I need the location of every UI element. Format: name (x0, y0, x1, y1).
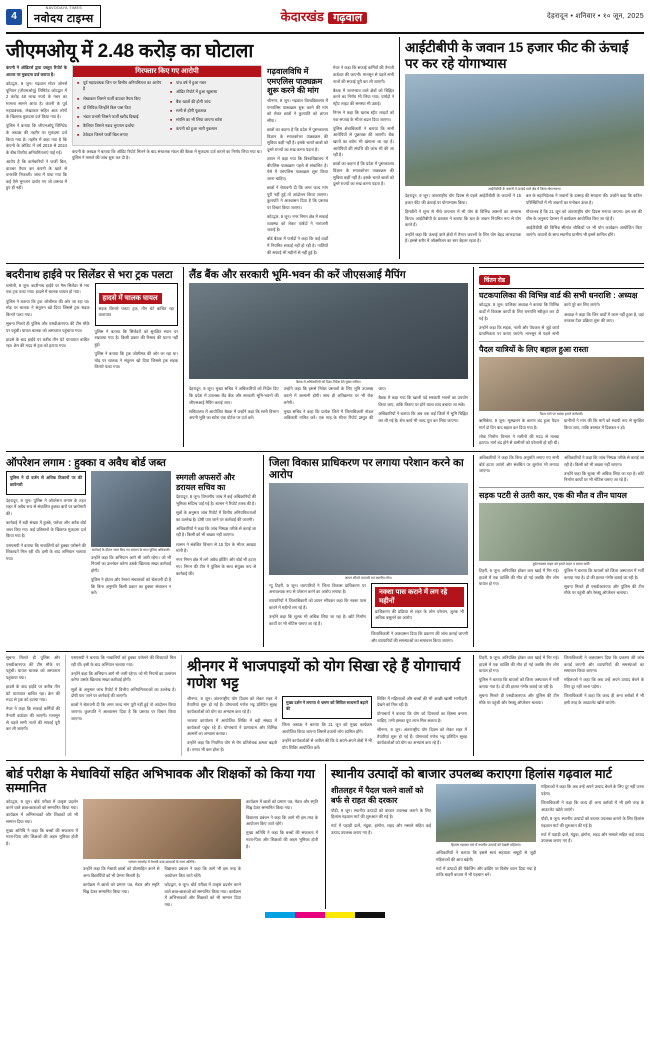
yoga-body-2 (282, 696, 372, 757)
yoga-body-3 (377, 696, 467, 757)
operation-sidebox-title: पुलिस ने दो दर्जन से अधिक ठिकानों पर की छापेमारी (10, 475, 82, 487)
story-para: शिविर में महिलाओं और बच्चों की भी अच्छी खासी भागीदारी देखने को मिल रही है। (377, 695, 467, 708)
cylinder-sidebox-body: सड़क किनारे पलटा ट्रक, तीन घंटे बाधित रहा यातायात (98, 305, 174, 318)
zila-body-left (269, 583, 366, 648)
story-para: पुलिस ने बताया कि घायलों को जिला अस्पताल में भर्ती कराया गया है। दो की हालत गंभीर बताई जा रही है। (564, 568, 644, 580)
masthead (6, 4, 644, 34)
story-para: एसएसपी ने बताया कि नाबालिगों को हुक्का परोसने की शिकायतें मिल रही थीं। इसी के बाद अभियान चलाया गया। (71, 655, 176, 667)
operation-story (6, 455, 264, 647)
story-para: मुख्य सचिव ने कहा कि प्रत्येक जिले में जिलाधिकारी नोडल अधिकारी नामित करें। एक माह के भीतर रिपोर्ट प्रस्तुत की जाए। (283, 386, 387, 421)
debris-headline: सड़क पटरी से उतरी कार, एक की मौत व तीन घायल (479, 491, 627, 501)
market-subhead: शीतलहर में पैदल चलने वालों को बर्फ से राहत की दरकार (331, 786, 424, 806)
edition-title (281, 9, 367, 25)
yoga-body-1 (187, 696, 277, 757)
story-para: उन्होंने कहा कि इससे निवेश प्रस्तावों के लिए भूमि उपलब्ध कराने में आसानी होगी। साथ ही अतिक्रमण पर भी रोक लगेगी। (283, 386, 374, 405)
debris-photo-caption: दुर्घटनाग्रस्त वाहन को हटाते राहत व बचाव कर्मी। (532, 561, 591, 566)
story-para: ऋषिकेश, 9 जून। भूस्खलन के कारण बंद हुआ पैदल मार्ग दो दिन बाद बहाल कर दिया गया है। (479, 418, 559, 430)
yoga-headline: श्रीनगर में भाजपाइयों को योग सिखा रहे हैं योगाचार्य गणेश भट्ट (187, 658, 461, 693)
story-para: पुलिस ने बताया कि सिलेंडरों को सुरक्षित स्थान पर रखवाया गया है। किसी प्रकार की रिसाव की घटना नहीं हुई। (94, 328, 178, 347)
story-para: पुलिस क्षेत्राधिकारी ने बताया कि सभी आरोपियों से पूछताछ की जाएगी। बैंक खातों का ब्योरा भी खंगाला जा रहा है। आरोपियों की संपत्ति की जांच भी की जा रही है। (333, 125, 394, 158)
story-para: पुलिस ने बताया कि ट्रक जोशीमठ की ओर जा रहा था। मोड़ पर चालक ने संतुलन खो दिया जिससे ट्रक सड़क किनारे पलट गया। (94, 350, 178, 370)
yoga-story (182, 655, 474, 756)
publication-logo-main: नवोदय टाइम्स (34, 13, 94, 26)
cylinder-headline: बदरीनाथ हाईवे पर सिलेंडर से भरा ट्रक पलटा (6, 268, 173, 281)
story-para: उन्होंने कहा कि मेधावी छात्रों को प्रोत्साहित करने से अन्य विद्यार्थियों को भी प्रेरणा मिलती है। (83, 866, 160, 878)
story-para: श्रीनगर, 9 जून। अंतरराष्ट्रीय योग दिवस को लेकर शहर में तैयारियां शुरू हो गई हैं। योगाचार्य गणेश भट्ट प्रतिदिन सुबह कार्यकर्ताओं को योग का अभ्यास करा रहे हैं। (187, 695, 277, 714)
list-item: ■ पांच वर्ष में हुआ गबन (170, 80, 257, 86)
accused-list-left (77, 80, 164, 141)
story-para: सूत्रों के अनुसार जांच रिपोर्ट में वित्तीय अनियमितताओं का उल्लेख है। दोषी पाए जाने पर कार्रवाई की जाएगी। (176, 510, 256, 522)
board-exam-body-left (6, 799, 78, 909)
story-para: महिलाओं ने कहा कि अब उन्हें अपने उत्पाद बेचने के लिए दूर नहीं जाना पड़ेगा। (564, 677, 644, 690)
publication-logo (27, 5, 101, 29)
story-para: अधिकारियों ने कहा कि जांच निष्पक्ष तरीके से कराई जा रही है। किसी को भी बख्शा नहीं जाएगा। (176, 525, 256, 538)
list-item: ■ भंडार प्रभारी जिसने फर्जी खरीद दिखाई (77, 114, 164, 120)
story-para: मार्ट में उत्पादों की पैकेजिंग और ब्रांडिंग पर विशेष ध्यान दिया गया है ताकि बाहरी बाजार में भी पहचान बने। (436, 865, 536, 878)
story-para: व्यापारियों ने जिलाधिकारी को ज्ञापन सौंपकर कहा कि नक्शा पास कराने में महीनों लग रहे हैं। (269, 598, 366, 610)
paidal-marg-photo-caption: पैदल मार्ग पर मलबा हटाते कर्मचारी। (539, 411, 584, 416)
board-exam-headline: बोर्ड परीक्षा के मेधावियों सहित अभिभावक और शिक्षकों को किया गया सम्मानित (6, 767, 315, 796)
accused-list-right (170, 80, 257, 141)
publication-logo-sub: NAVODAYA TIMES (45, 5, 83, 10)
right-filler-col (474, 655, 644, 756)
story-para: पुलिस ने बताया कि घायलों को जिला अस्पताल में भर्ती कराया गया है। दो की हालत गंभीर बताई जा रही है। (479, 677, 559, 690)
story-para: अधिकारियों ने बताया कि इससे स्वयं सहायता समूहों से जुड़ी महिलाओं की आय बढ़ेगी। (436, 849, 536, 862)
lead-story (6, 37, 400, 259)
story-para: बल के महानिदेशक ने जवानों के उत्साह की सराहना की। उन्होंने कहा कि कठिन परिस्थितियों में भी जवानों का मनोबल ऊंचा है। (526, 193, 642, 206)
story-para: पौड़ी, 9 जून। स्थानीय उत्पादों को बाजार उपलब्ध कराने के लिए हिलांस गढ़वाल मार्ट की शुरुआत की गई है। (331, 807, 431, 820)
story-para: कार्यक्रम में छात्रों को प्रमाण पत्र, मेडल और स्मृति चिह्न देकर सम्मानित किया गया। (246, 798, 318, 811)
landbank-photo (189, 283, 468, 379)
landbank-body (189, 386, 468, 424)
top-block (6, 37, 644, 259)
board-exam-photo-caption: सम्मान समारोह में मेधावी छात्र-छात्राओं के साथ अतिथि। (128, 859, 196, 864)
story-para: टिहरी, 9 जून। अनियंत्रित होकर कार खाई में गिर गई। हादसे में एक व्यक्ति की मौत हो गई जबकि तीन लोग घायल हो गए। (479, 655, 559, 674)
story-para: छात्रों का कहना है कि प्रदेश में पुस्तकालय विज्ञान के स्नातकोत्तर पाठ्यक्रम की सुविधा कहीं नहीं है। इसके चलते छात्रों को दूसरे राज्यों का रुख करना पड़ता है। (267, 127, 328, 152)
story-para: कोटद्वार, 9 जून। बोर्ड परीक्षा में उत्कृष्ट प्रदर्शन करने वाले छात्र-छात्राओं को सम्मानित किया गया। कार्यक्रम में अभिभावकों और शिक्षकों को भी सम्मान दिया गया। (164, 882, 241, 907)
story-para: लोक निर्माण विभाग ने मशीनों की मदद से मलबा हटाया। मार्ग बंद होने से ग्रामीणों को परेशानी हो रही थी। (479, 433, 559, 446)
story-para: टिहरी, 9 जून। अनियंत्रित होकर कार खाई में गिर गई। हादसे में एक व्यक्ति की मौत हो गई जबकि तीन लोग घायल हो गए। (479, 568, 559, 587)
chintan-road-story (474, 267, 644, 447)
itbp-story (400, 37, 644, 259)
board-exam-photo (83, 799, 241, 859)
left-filler-col2 (66, 655, 182, 756)
edition-title-primary: केदारखंड (280, 8, 324, 24)
story-para: छात्रों ने चेतावनी दी कि अगर जल्द मांग पूरी नहीं हुई तो आंदोलन किया जाएगा। कुलपति ने आश्वासन दिया है कि प्रस्ताव पर विचार किया जाएगा। (71, 702, 176, 721)
cmyk-cyan (265, 912, 295, 918)
story-para: अधिकारियों ने कहा कि जांच निष्पक्ष तरीके से कराई जा रही है। किसी को भी बख्शा नहीं जाएगा। (564, 455, 644, 467)
chintan-road-kicker: चिंतन रोड (479, 275, 510, 285)
story-para: उन्होंने कहा कि अभियान आगे भी जारी रहेगा। जो भी नियमों का उल्लंघन करेगा उसके खिलाफ सख्त कार्रवाई होगी। (91, 554, 171, 573)
market-body-right (541, 784, 644, 881)
zila-headline: जिला विकास प्राधिकरण पर लगाया परेशान करने का आरोप (269, 457, 464, 482)
story-para: निगम ने कहा कि खराब स्ट्रीट लाइटों को एक सप्ताह के भीतर बदल दिया जाएगा। (333, 110, 394, 122)
story-para: हादसे के बाद हाईवे पर करीब तीन घंटे यातायात बाधित रहा। क्रेन की मदद से ट्रक को हटाया गया। (6, 684, 60, 703)
list-item: ■ लेखाकार जिसने फर्जी वाउचर तैयार किए (77, 96, 164, 102)
story-para: सूचना मिलते ही पुलिस और एसडीआरएफ की टीम मौके पर पहुंची। घायल चालक को अस्पताल पहुंचाया गया। (6, 655, 60, 680)
story-para: नगर निगम क्षेत्र में लगे अवैध होर्डिंग और बोर्ड भी हटाए गए। निगम की टीम ने पुलिस के साथ संयुक्त रूप से कार्रवाई की। (176, 557, 256, 576)
story-para: मेयर ने कहा कि सफाई कर्मियों की तैनाती वार्डवार की जाएगी। मानसून से पहले सभी नालों की सफाई पूरी कर ली जाएगी। (6, 706, 60, 732)
story-para: कार्यक्रम में छात्रों को प्रमाण पत्र, मेडल और स्मृति चिह्न देकर सम्मानित किया गया। (83, 882, 160, 894)
lead-headline: जीएमओयू में 2.48 करोड़ का घोटाला (6, 41, 254, 62)
story-para: पुलिस ने बताया कि ट्रक जोशीमठ की ओर जा रहा था। मोड़ पर चालक ने संतुलन खो दिया जिससे ट्रक सड़क किनारे पलट गया। (6, 298, 90, 317)
lead-standfirst: कंपनी ने ऑडिटर्स द्वारा प्रस्तुत रिपोर्ट के आधार पर मुकदमा दर्ज कराया है। (6, 65, 67, 77)
story-para: महिलाओं ने कहा कि अब उन्हें अपने उत्पाद बेचने के लिए दूर नहीं जाना पड़ेगा। (541, 784, 644, 797)
story-para: कोटद्वार, 9 जून। बोर्ड परीक्षा में उत्कृष्ट प्रदर्शन करने वाले छात्र-छात्राओं को सम्मानित किया गया। कार्यक्रम में अभिभावकों और शिक्षकों को भी सम्मान दिया गया। (6, 798, 78, 824)
market-photo (436, 784, 536, 842)
list-item: ■ ऑडिट रिपोर्ट में हुआ खुलासा (170, 89, 257, 95)
cmyk-magenta (295, 912, 325, 918)
story-para: उन्होंने कहा कि शुल्क भी अधिक लिया जा रहा है। छोटे निर्माण कार्यों पर भी नोटिस थमाए जा रहे हैं। (564, 470, 644, 483)
lead-body-col1 (6, 65, 67, 259)
story-para: छात्रों का कहना है कि प्रदेश में पुस्तकालय विज्ञान के स्नातकोत्तर पाठ्यक्रम की सुविधा कहीं नहीं है। इसके चलते छात्रों को दूसरे राज्यों का रुख करना पड़ता है। (333, 161, 394, 187)
cylinder-story (6, 267, 184, 447)
accused-box (72, 65, 262, 259)
board-exam-photo-col (83, 799, 241, 909)
story-para: अधिकारियों ने बताया कि अब तक कई जिलों में भूमि चिह्नित कर ली गई है। शेष कार्य भी जल्द पूरा कर लिया जाएगा। (378, 411, 468, 423)
itbp-photo (405, 74, 644, 186)
list-item: ■ संपत्ति का भी लिया जाएगा ब्योरा (170, 117, 257, 123)
story-para: पौड़ी, 9 जून। स्थानीय उत्पादों को बाजार उपलब्ध कराने के लिए हिलांस गढ़वाल मार्ट की शुरुआत की गई है। (541, 815, 644, 828)
story-para: सूचना मिलते ही एसडीआरएफ और पुलिस की टीम मौके पर पहुंची और रेस्क्यू ऑपरेशन चलाया। (479, 693, 559, 705)
story-para: बैठक में जलभराव वाले क्षेत्रों को चिह्नित करने का निर्णय भी लिया गया। पार्षदों ने स्ट्रीट लाइट की समस्या भी उठाई। (333, 87, 394, 106)
story-para: मुख्य अतिथि ने कहा कि बच्चों की सफलता में माता-पिता और शिक्षकों की अहम भूमिका होती है। (246, 830, 318, 849)
market-story (326, 764, 644, 908)
story-para: एसएसपी ने बताया कि नाबालिगों को हुक्का परोसने की शिकायतें मिल रही थीं। इसी के बाद अभियान चलाया गया। (6, 542, 86, 561)
itbp-body-left (405, 193, 521, 247)
story-para: देहरादून, 9 जून। अंतरराष्ट्रीय योग दिवस से पहले आईटीबीपी के जवानों ने 15 हजार फीट की ऊंचाई पर योगाभ्यास किया। (405, 193, 521, 206)
story-para: जिलाधिकारी ने आश्वासन दिया कि प्रकरण की जांच कराई जाएगी और व्यापारियों की समस्याओं का समाधान किया जाएगा। (564, 655, 644, 674)
list-item: ■ कैशियर जिसने नकद भुगतान दर्शाया (77, 123, 164, 129)
story-para: विद्यालय प्रबंधन ने कहा कि आगे भी इस तरह के आयोजन किए जाते रहेंगे। (164, 866, 241, 878)
cmyk-black (355, 912, 385, 918)
market-subhead-col (331, 784, 431, 881)
cylinder-body-left (6, 283, 90, 374)
story-para: उन्होंने कहा कि सड़क, नाली और पेयजल से जुड़े कार्य प्राथमिकता पर कराए जाएंगे। मानसून से पहले सभी कार्य पूरे कर लिए जाएंगे। (479, 302, 601, 337)
zila-story (264, 455, 474, 647)
market-photo-col (436, 784, 536, 881)
third-block (6, 455, 644, 647)
operation-headline: ऑपरेशन लगाम : हुक्का व अवैध बोर्ड जब्त (6, 457, 166, 470)
chintan-road-headline: घटकपालिका की विभिन्न वार्ड की सभी धनराशि : अध्यक्ष (479, 290, 638, 300)
operation-sidebox (6, 471, 86, 599)
story-para: सचिवालय में आयोजित बैठक में उन्होंने कहा कि सभी विभाग अपनी भूमि का ब्योरा एक पोर्टल पर दर्ज करें। (189, 408, 279, 421)
paidal-marg-photo (479, 357, 644, 411)
market-headline: स्थानीय उत्पादों को बाजार उपलब्ध कराएगा हिलांस गढ़वाल मार्ट (331, 767, 612, 782)
story-para: न्यू टिहरी, 9 जून। व्यापारियों ने जिला विकास प्राधिकरण पर अनावश्यक रूप से परेशान करने का आरोप लगाया है। (269, 582, 366, 595)
operation-photo-caption: कार्रवाई के दौरान जब्त किए गए सामान के साथ पुलिस अधिकारी। (91, 548, 171, 553)
story-para: सूचना मिलते ही एसडीआरएफ और पुलिस की टीम मौके पर पहुंची और रेस्क्यू ऑपरेशन चलाया। (564, 583, 644, 596)
story-para: देहरादून, 9 जून। विभागीय जांच में कई अधिकारियों की भूमिका संदिग्ध पाई गई है। शासन ने रिपोर्ट तलब की है। (176, 494, 256, 506)
left-filler-col (6, 655, 66, 756)
story-para: मुख्य अतिथि ने कहा कि बच्चों की सफलता में माता-पिता और शिक्षकों की अहम भूमिका होती है। (6, 827, 78, 847)
story-para: कार्रवाई में बड़ी संख्या में हुक्के, फ्लेवर और अवैध बोर्ड जब्त किए गए। कई प्रतिष्ठानों के खिलाफ मुकदमा दर्ज किया गया है। (6, 520, 86, 539)
story-para: सूत्रों के अनुसार जांच रिपोर्ट में वित्तीय अनियमितताओं का उल्लेख है। दोषी पाए जाने पर कार्रवाई की जाएगी। (71, 686, 176, 699)
story-para: बैठक में कहा गया कि खाली पड़े सरकारी भवनों का उपयोग किया जाए, ताकि किराए पर होने वाला व्यय बचाया जा सके। (378, 395, 468, 408)
story-para: गौरतलब है कि 21 जून को अंतरराष्ट्रीय योग दिवस मनाया जाएगा। इस बार की थीम के अनुरूप देशभर में कार्यक्रम आयोजित किए जा रहे हैं। (526, 209, 642, 221)
list-item: ■ पूर्व महाप्रबंधक जिन पर वित्तीय अनियमितता का आरोप है (77, 80, 164, 92)
cylinder-body-right (95, 283, 179, 374)
masthead-left (6, 5, 101, 29)
gadhwal-uni-headline: गढ़वालविधि में एमएलिस पाठ्यक्रम शुरू करने की मांग (267, 67, 323, 96)
story-para: बोर्ड बैठक में पार्षदों ने कहा कि कई वार्डों में नियमित सफाई नहीं हो रही है। नालियों की सफाई भी महीनों से नहीं हुई है। (267, 236, 328, 255)
fourth-block (6, 655, 644, 756)
story-para: जिलाधिकारी ने आश्वासन दिया कि प्रकरण की जांच कराई जाएगी और व्यापारियों की समस्याओं का समाधान किया जाएगा। (371, 631, 468, 643)
second-block (6, 267, 644, 447)
story-para: देहरादून, 9 जून। मुख्य सचिव ने अधिकारियों को निर्देश दिए कि प्रदेश में उपलब्ध लैंड बैंक और सरकारी भूमि-भवनों की जीएसआई मैपिंग कराई जाए। (189, 386, 279, 405)
story-para: मेयर ने कहा कि सफाई कर्मियों की तैनाती वार्डवार की जाएगी। मानसून से पहले सभी नालों की सफाई पूरी कर ली जाएगी। (333, 65, 394, 84)
lead-para: पुलिस ने बताया कि जीएमओयू लिमिटेड के अध्यक्ष की तहरीर पर मुकदमा दर्ज किया गया है। तहरीर में कहा गया है कि कंपनी के ऑडिट में वर्ष 2019 से 2024 के बीच वित्तीय अनियमितताएं पाई गईं। (6, 123, 67, 155)
accused-box-title: गिरफ्तार किए गए आरोपी (73, 66, 261, 77)
smugglers-story (176, 471, 256, 599)
story-para: श्रीनगर, 9 जून। गढ़वाल विश्वविद्यालय में एमएलिस पाठ्यक्रम शुरू करने की मांग को लेकर छात्रों ने कुलपति को ज्ञापन सौंपा। (267, 98, 328, 123)
story-para: उन्होंने कहा कि नियमित योग से रोग प्रतिरोधक क्षमता बढ़ती है। तनाव भी कम होता है। (187, 740, 277, 752)
story-para: उन्होंने कहा कि ऊंचाई वाले क्षेत्रों में तैनात जवानों के लिए योग बेहद लाभदायक है। इससे शरीर में ऑक्सीजन का स्तर बेहतर रहता है। (405, 231, 521, 244)
edition-title-secondary: गढ़वाल (328, 12, 367, 24)
story-para: उन्होंने कहा कि शुल्क भी अधिक लिया जा रहा है। छोटे निर्माण कार्यों पर भी नोटिस थमाए जा रहे हैं। (269, 614, 366, 626)
paidal-marg-headline: पैदल यात्रियों के लिए बहाल हुआ रास्ता (479, 345, 589, 355)
list-item: ■ ठेकेदार जिसने फर्जी बिल लगाए (77, 132, 164, 138)
story-para: उन्होंने कहा कि अभियान आगे भी जारी रहेगा। जो भी नियमों का उल्लंघन करेगा उसके खिलाफ सख्त कार्रवाई होगी। (71, 670, 177, 683)
zila-sidebox-body: प्राधिकरण की प्रक्रिया से शहर के लोग परेशान, शुल्क भी अधिक वसूलने का आरोप (375, 608, 464, 621)
yoga-sidebox-title: मुख्य दर्शन ने लगाया थे भ्रमण को सिविल साधनायें बढ़ाने की (286, 699, 368, 712)
itbp-body-right (526, 193, 642, 247)
cylinder-sidebox-title: हादसे में चालक घायल (99, 293, 162, 304)
story-para: अध्यक्ष ने कहा कि जिन वार्डों में काम नहीं हुआ है, वहां तत्काल टेंडर प्रक्रिया शुरू की जाए। (564, 311, 644, 324)
lead-para: कंपनी के अध्यक्ष ने बताया कि ऑडिट रिपोर्ट मिलने के बाद संचालक मंडल की बैठक में मुकदमा दर्ज कराने का निर्णय लिया गया था। पुलिस ने मामले की जांच शुरू कर दी है। (72, 148, 262, 161)
story-para: अधिकारियों ने कहा कि बिना अनुमति लगाए गए सभी बोर्ड हटाए जाएंगे और संबंधित पर जुर्माना भी लगाया जाएगा। (479, 455, 559, 474)
story-para: कोटद्वार, 9 जून। नगर निगम क्षेत्र में सफाई व्यवस्था को लेकर पार्षदों ने नाराजगी जताई है। (267, 214, 328, 233)
gadhwal-uni-story (267, 65, 328, 259)
bottom-block (6, 764, 644, 908)
story-para: पुलिस ने होटल और रेस्तरां संचालकों को चेतावनी दी है कि बिना अनुमति किसी प्रकार का हुक्का संचालन न करें। (91, 576, 171, 596)
lead-para: कोटद्वार, 9 जून। गढ़वाल मोटर ओनर्स यूनियन (जीएमओयू) लिमिटेड कोटद्वार में 2 करोड़ 48 लाख रुपये के गबन का मामला सामने आया है। कंपनी के पूर्व महाप्रबंधक, लेखाकार सहित आठ लोगों के खिलाफ मुकदमा दर्ज किया गया है। (6, 81, 67, 120)
story-para: विद्यालय प्रबंधन ने कहा कि आगे भी इस तरह के आयोजन किए जाते रहेंगे। (246, 814, 318, 827)
story-para: ज्ञापन में कहा गया कि विश्वविद्यालय में बीएलिस पाठ्यक्रम पहले से संचालित है। ऐसे में एमएलिस पाठ्यक्रम शुरू किया जाना चाहिए। (267, 156, 328, 181)
landbank-story (184, 267, 474, 447)
list-item: ■ कंपनी को हुआ भारी नुकसान (170, 126, 257, 132)
dateline: देहरादून • शनिवार • १० जून, 2025 (547, 13, 644, 20)
story-para: श्रीनगर, 9 जून। अंतरराष्ट्रीय योग दिवस को लेकर शहर में तैयारियां शुरू हो गई हैं। योगाचार्य गणेश भट्ट प्रतिदिन सुबह कार्यकर्ताओं को योग का अभ्यास करा रहे हैं। (377, 727, 467, 746)
lead-para: आरोप है कि कर्मचारियों ने फर्जी बिल, वाउचर तैयार कर कंपनी के खाते से धनराशि निकाली। जांच में पाया गया कि कई ऐसे भुगतान दर्शाए गए जो वास्तव में हुए ही नहीं। (6, 158, 67, 191)
municipal-story (333, 65, 394, 259)
story-para: हादसे के बाद हाईवे पर करीब तीन घंटे यातायात बाधित रहा। क्रेन की मदद से ट्रक को हटाया गया। (6, 336, 90, 349)
zila-sidebox-title: नक्शा पास कराने में लग रहे महीनों (375, 587, 464, 607)
story-para: हिमवीरों ने शून्य से नीचे तापमान में भी योग के विभिन्न आसनों का अभ्यास किया। आईटीबीपी के प्रवक्ता ने बताया कि बल के जवान नियमित रूप से योग करते हैं। (405, 209, 521, 228)
story-para: ग्रामीणों ने मांग की कि मार्ग को स्थायी रूप से सुरक्षित किया जाए, ताकि बरसात में दिक्कत न हो। (564, 418, 644, 430)
story-para: देहरादून, 9 जून। पुलिस ने ऑपरेशन लगाम के तहत शहर में अवैध रूप से संचालित हुक्का बारों पर छापेमारी की। (6, 497, 86, 517)
story-para: कोटद्वार, 9 जून। पालिका अध्यक्ष ने बताया कि विभिन्न वार्डों में विकास कार्यों के लिए धनराशि स्वीकृत कर दी गई है। (479, 302, 559, 321)
story-para: छात्रों ने चेतावनी दी कि अगर जल्द मांग पूरी नहीं हुई तो आंदोलन किया जाएगा। कुलपति ने आश्वासन दिया है कि प्रस्ताव पर विचार किया जाएगा। (267, 185, 328, 210)
operation-extra-body (479, 455, 644, 484)
smugglers-headline: स्मगली अफसरों और डरायल सचिव का (176, 473, 235, 492)
operation-photo-col (91, 471, 171, 599)
itbp-headline: आईटीबीपी के जवान 15 हजार फीट की ऊंचाई पर कर रहे योगाभ्यास (405, 40, 629, 71)
cmyk-yellow (325, 912, 355, 918)
story-para: सूचना मिलते ही पुलिस और एसडीआरएफ की टीम मौके पर पहुंची। घायल चालक को अस्पताल पहुंचाया गया। (6, 320, 90, 333)
zila-body-right (371, 583, 468, 648)
page-number-badge: 4 (6, 9, 22, 25)
landbank-headline: लैंड बैंक और सरकारी भूमि-भवन की करें जीएसआई मैपिंग (189, 268, 406, 281)
story-para: जिलाधिकारी ने कहा कि जल्द ही अन्य ब्लॉकों में भी इसी तरह के आउटलेट खोले जाएंगे। (541, 800, 644, 812)
debris-photo (479, 503, 644, 561)
board-exam-body-right (246, 799, 318, 909)
story-para: शासन ने संबंधित विभाग से 15 दिन के भीतर आख्या मांगी है। (176, 541, 256, 554)
list-item: ■ सभी से होगी पूछताछ (170, 108, 257, 114)
story-para: उन्होंने कार्यकर्ताओं से अपील की कि वे अपने-अपने क्षेत्रों में भी योग शिविर आयोजित करें। (282, 738, 372, 750)
chintan-road-body (479, 302, 644, 338)
list-item: ■ बैंक खातों की होगी जांच (170, 99, 257, 105)
story-para: जिला अध्यक्ष ने बताया कि 21 जून को मुख्य कार्यक्रम आयोजित किया जाएगा जिसमें हजारों लोग शामिल होंगे। (282, 722, 372, 734)
board-exam-story (6, 764, 326, 908)
market-photo-caption: हिलांस गढ़वाल मार्ट में स्थानीय उत्पादों को देखती महिलाएं। (450, 843, 522, 848)
story-para: आईटीबीपी की विभिन्न सीमांत चौकियों पर भी योग कार्यक्रम आयोजित किए जाएंगे। जवानों के साथ स्थानीय ग्रामीण भी इसमें शामिल होंगे। (526, 224, 642, 237)
story-para: चमोली, 9 जून। बदरीनाथ हाईवे पर गैस सिलेंडर से भरा एक ट्रक पलट गया। हादसे में चालक घायल हो गया। (6, 282, 90, 295)
zila-photo (269, 483, 468, 575)
itbp-photo-caption: आईटीबीपी के जवानों ने ऊंचाई वाले क्षेत्र में किया योगाभ्यास। (488, 187, 561, 192)
story-para: मार्ट में पहाड़ी दालें, मंडुवा, झंगोरा, शहद और मसाले सहित कई उत्पाद उपलब्ध कराए गए हैं। (331, 823, 431, 836)
list-item: ■ दो लिपिक जिन्होंने बिल पास किए (77, 105, 164, 111)
paidal-marg-body (479, 418, 644, 447)
story-para: मार्ट में पहाड़ी दालें, मंडुवा, झंगोरा, शहद और मसाले सहित कई उत्पाद उपलब्ध कराए गए हैं। (541, 831, 644, 844)
debris-body (479, 568, 644, 597)
story-para: भाजपा कार्यालय में आयोजित शिविर में बड़ी संख्या में कार्यकर्ता पहुंच रहे हैं। योगाचार्य ने प्राणायाम और विभिन्न आसनों का अभ्यास कराया। (187, 717, 277, 737)
landbank-photo-caption: बैठक में अधिकारियों को दिशा-निर्देश देते मुख्य सचिव। (296, 379, 361, 384)
cmyk-registration-strip (265, 912, 385, 918)
story-para: योगाचार्य ने बताया कि योग को दिनचर्या का हिस्सा बनाना चाहिए, तभी इसका पूरा लाभ मिल सकता है। (377, 711, 467, 723)
story-para: जिलाधिकारी ने कहा कि जल्द ही अन्य ब्लॉकों में भी इसी तरह के आउटलेट खोले जाएंगे। (564, 693, 644, 705)
debris-story (474, 455, 644, 647)
zila-photo-caption: ज्ञापन सौंपते व्यापारी एवं स्थानीय लोग। (345, 576, 392, 581)
operation-photo (91, 471, 171, 547)
